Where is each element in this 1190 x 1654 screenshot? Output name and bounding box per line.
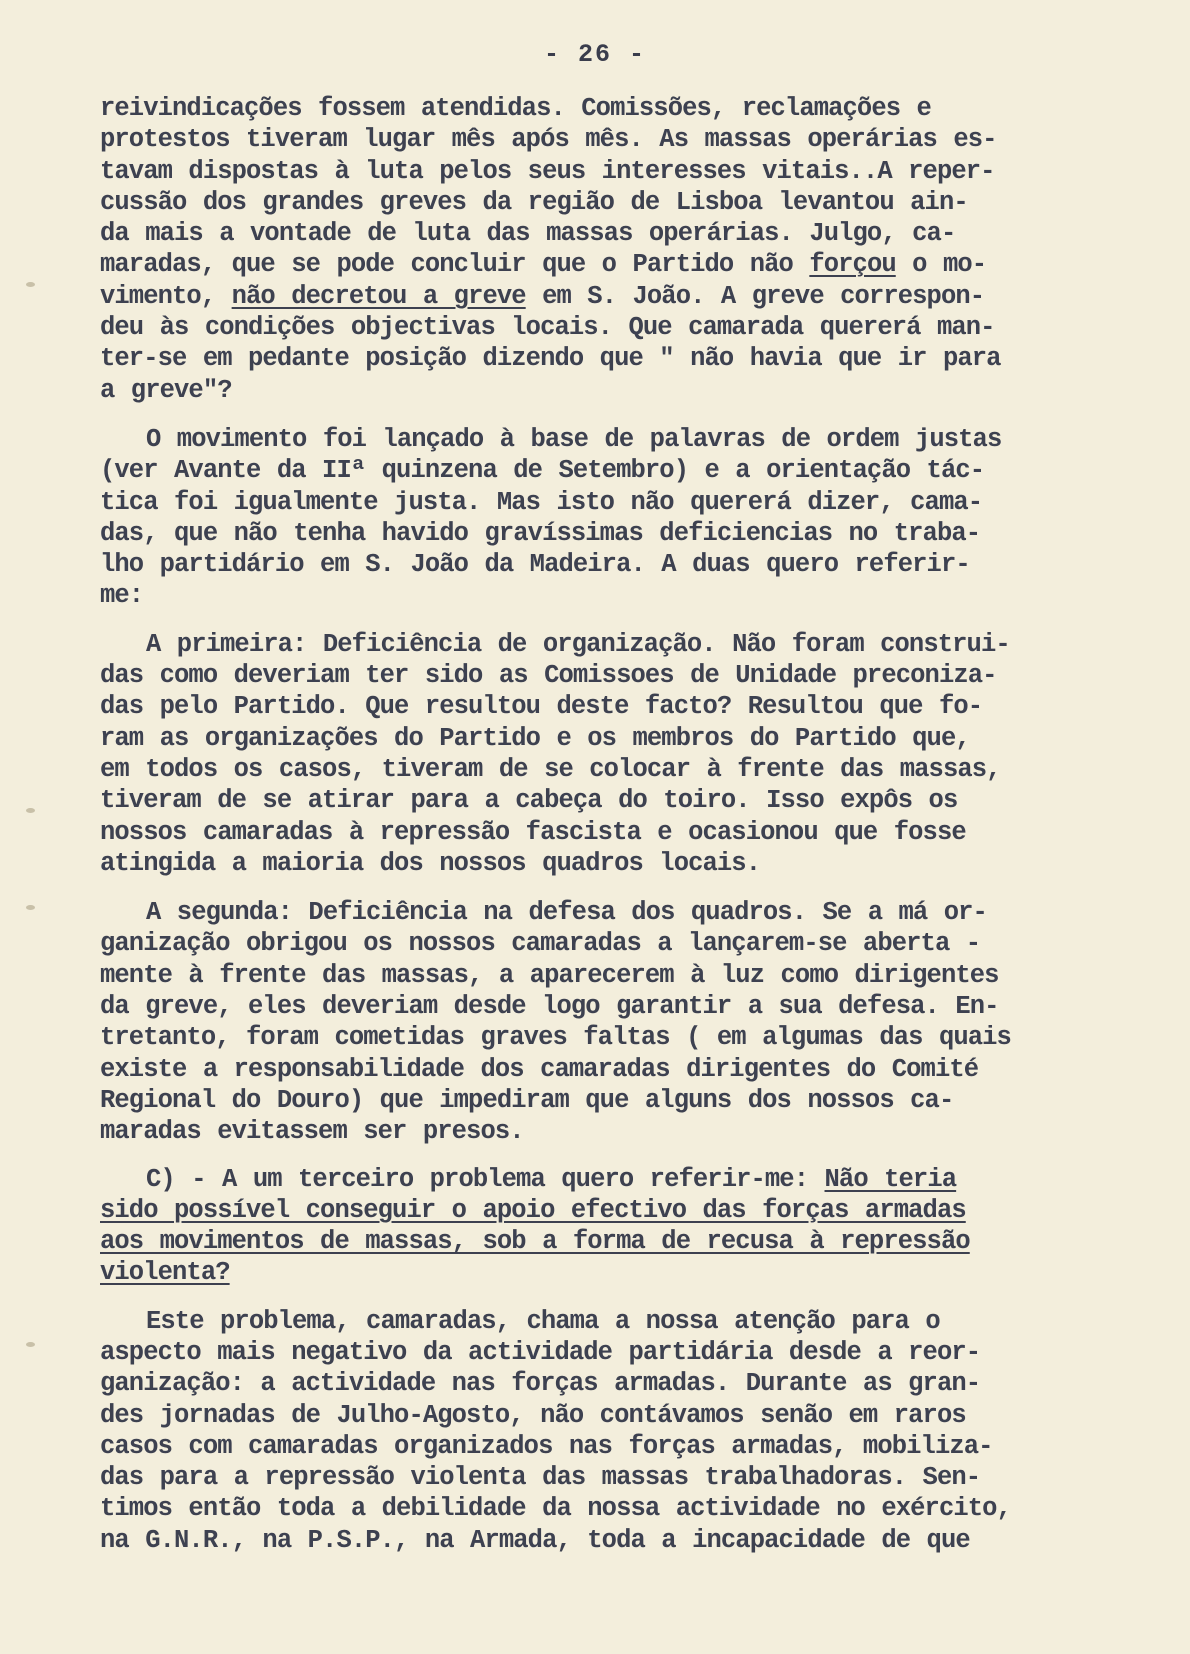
text-line: da mais a vontade de luta das massas operárias. Julgo, ca- — [100, 219, 956, 249]
text-line: tavam dispostas à luta pelos seus interesses vitais..A reper- — [100, 156, 995, 186]
underlined-phrase: não decretou a greve — [231, 281, 526, 311]
text-line: das como deveriam ter sido as Comissoes de Unidade preconiza- — [100, 661, 997, 691]
punch-hole-mark — [26, 282, 35, 287]
text-line: des jornadas de Julho-Agosto, não contávamos senão em raros — [100, 1400, 966, 1430]
text-line: ter-se em pedante posição dizendo que " não havia que ir para — [100, 344, 1001, 374]
text-line: das para a repressão violenta das massas trabalhadoras. Sen- — [100, 1463, 981, 1493]
text-line — [100, 1257, 1160, 1288]
text-line-start: maradas, que se pode concluir que o Partido não — [100, 250, 810, 280]
text-line: ganização obrigou os nossos camaradas a lançarem-se aberta - — [100, 929, 981, 959]
text-line: nossos camaradas à repressão fascista e ocasionou que fosse — [100, 817, 966, 847]
text-line: atingida a maioria dos nossos quadros locais. — [100, 848, 761, 878]
text-line: tiveram de se atirar para a cabeça do toiro. Isso expôs os — [100, 786, 958, 816]
text-line-start: C) - A um terceiro problema quero referir-me: — [146, 1164, 825, 1194]
text-line-end: em S. João. A greve correspon- — [525, 281, 985, 311]
text-line: tica foi igualmente justa. Mas isto não quererá dizer, cama- — [100, 487, 983, 517]
text-line-end: o mo- — [895, 250, 987, 280]
punch-hole-mark — [26, 808, 35, 813]
text-line — [100, 249, 1160, 280]
paragraph — [100, 1306, 1160, 1556]
text-line: existe a responsabilidade dos camaradas dirigentes do Comité — [100, 1054, 979, 1084]
text-line: Este problema, camaradas, chama a nossa atenção para o — [146, 1306, 940, 1336]
text-line: lho partidário em S. João da Madeira. A duas quero referir- — [100, 550, 970, 580]
text-line: a greve"? — [100, 375, 232, 405]
text-line: timos então toda a debilidade da nossa actividade no exército, — [100, 1494, 1011, 1524]
text-line: cussão dos grandes greves da região de Lisboa levantou ain- — [100, 187, 968, 217]
text-line: protestos tiveram lugar mês após mês. As massas operárias es- — [100, 125, 997, 155]
text-line: das, que não tenha havido gravíssimas deficiencias no traba- — [100, 518, 981, 548]
paragraph — [100, 629, 1160, 879]
text-line — [100, 1164, 1160, 1195]
text-line: na G.N.R., na P.S.P., na Armada, toda a incapacidade de que — [100, 1525, 970, 1555]
text-line: das pelo Partido. Que resultou deste facto? Resultou que fo- — [100, 692, 983, 722]
text-line: sido possível conseguir o apoio efectivo das forças armadas — [100, 1195, 966, 1225]
text-line: deu às condições objectivas locais. Que camarada quererá man- — [100, 313, 995, 343]
page-number: - 26 - — [543, 40, 646, 69]
paragraph — [100, 93, 1160, 406]
document-body — [100, 93, 1160, 1556]
text-line: A primeira: Deficiência de organização. Não foram construi- — [146, 629, 1010, 659]
text-line-start: vimento, — [100, 281, 232, 311]
punch-hole-mark — [26, 905, 35, 910]
text-line: mente à frente das massas, a aparecerem à luz como dirigentes — [100, 960, 999, 990]
text-line: O movimento foi lançado à base de palavras de ordem justas — [146, 424, 1002, 454]
paragraph — [100, 897, 1160, 1147]
text-line: reivindicações fossem atendidas. Comissões, reclamações e — [100, 94, 931, 123]
text-line: casos com camaradas organizados nas forças armadas, mobiliza- — [100, 1431, 993, 1461]
text-line: tretanto, foram cometidas graves faltas ( em algumas das quais — [100, 1023, 1011, 1053]
text-line: aos movimentos de massas, sob a forma de recusa à repressão — [100, 1227, 970, 1257]
text-line: da greve, eles deveriam desde logo garantir a sua defesa. En- — [100, 992, 999, 1022]
punch-hole-mark — [26, 1342, 35, 1347]
text-line: me: — [100, 581, 144, 611]
text-line — [100, 281, 1160, 312]
paragraph — [100, 1164, 1160, 1289]
text-line: Regional do Douro) que impediram que alguns dos nossos ca- — [100, 1085, 954, 1115]
text-line: maradas evitassem ser presos. — [100, 1117, 524, 1147]
paragraph — [100, 424, 1160, 612]
text-line: em todos os casos, tiveram de se colocar à frente das massas, — [100, 754, 1001, 784]
text-line: aspecto mais negativo da actividade partidária desde a reor- — [100, 1337, 981, 1367]
text-line: (ver Avante da IIª quinzena de Setembro) e a orientação tác- — [100, 456, 985, 486]
underlined-phrase: Não teria — [824, 1164, 957, 1194]
text-line: ram as organizações do Partido e os membros do Partido que, — [100, 723, 970, 753]
text-line: ganização: a actividade nas forças armadas. Durante as gran- — [100, 1369, 981, 1399]
text-line: A segunda: Deficiência na defesa dos quadros. Se a má or- — [146, 898, 987, 928]
underlined-phrase: violenta? — [100, 1258, 230, 1288]
underlined-phrase: forçou — [809, 250, 896, 280]
